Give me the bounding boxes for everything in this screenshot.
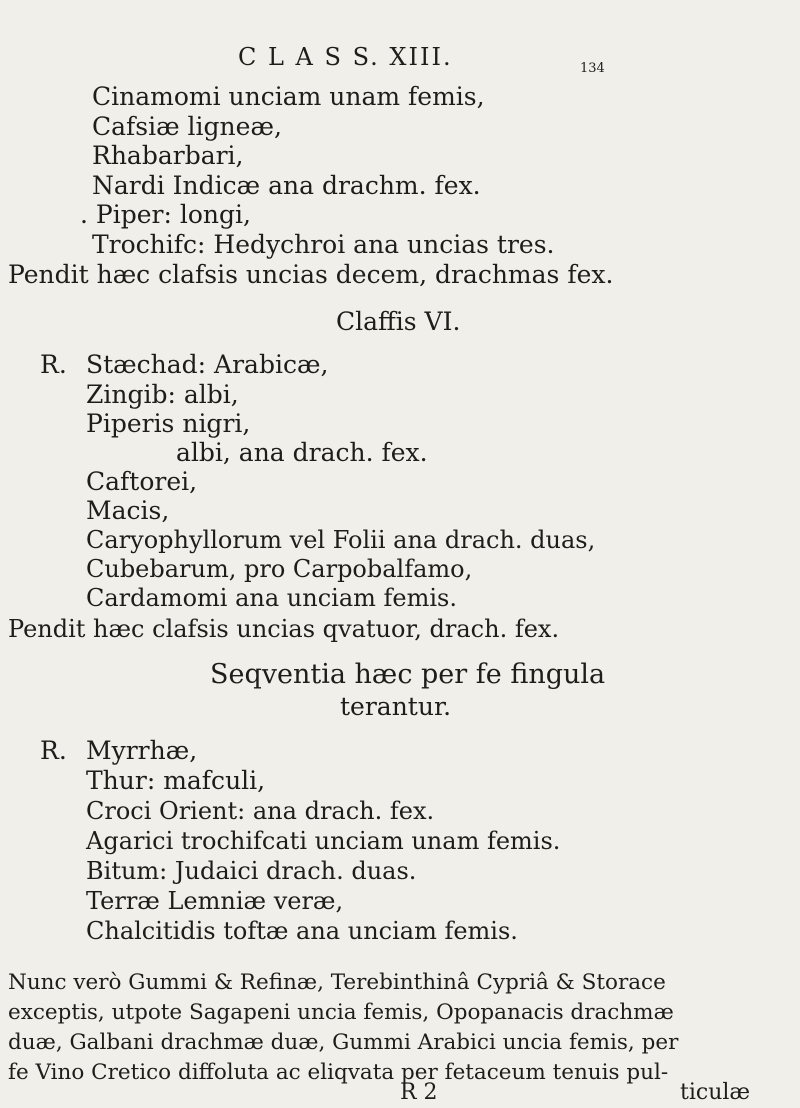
text-line: Cubebarum, pro Carpobalfamo, <box>86 555 473 583</box>
text-line: Cinamomi unciam unam femis, <box>92 82 485 111</box>
text-line: Myrrhæ, <box>86 736 198 765</box>
paragraph-line: exceptis, utpote Sagapeni uncia femis, Opopanacis drachmæ <box>8 1000 674 1025</box>
paragraph-line: Nunc verò Gummi & Refinæ, Terebinthinâ Cypriâ & Storace <box>8 970 666 995</box>
text-line: Caftorei, <box>86 467 198 496</box>
text-line: Bitum: Judaici drach. duas. <box>86 857 417 885</box>
text-line: . Piper: longi, <box>80 200 251 229</box>
running-header: C L A S S. XIII. <box>238 43 453 71</box>
text-line: Zingib: albi, <box>86 380 239 409</box>
paragraph-line: duæ, Galbani drachmæ duæ, Gummi Arabici uncia femis, per <box>8 1030 679 1055</box>
text-line: Terræ Lemniæ veræ, <box>86 887 344 915</box>
text-line: Chalcitidis toftæ ana unciam femis. <box>86 917 518 945</box>
text-line: Caryophyllorum vel Folii ana drach. duas, <box>86 526 596 554</box>
text-line: Stæchad: Arabicæ, <box>86 350 329 379</box>
section-heading-cont: terantur. <box>340 692 452 721</box>
text-line: Thur: mafculi, <box>86 766 266 795</box>
text-line: Cardamomi ana unciam femis. <box>86 584 457 612</box>
text-line: Macis, <box>86 496 170 525</box>
recipe-mark: R. <box>40 736 67 765</box>
signature-mark: R 2 <box>400 1080 438 1105</box>
catchword: ticulæ <box>680 1080 751 1105</box>
recipe-mark: R. <box>40 350 67 379</box>
total-line: Pendit hæc clafsis uncias decem, drachmas fex. <box>8 260 614 289</box>
text-line: Piperis nigri, <box>86 409 251 438</box>
text-line: Rhabarbari, <box>92 141 244 170</box>
section-heading: Seqventia hæc per fe fingula <box>210 659 606 690</box>
text-line: Agarici trochifcati unciam unam femis. <box>86 827 561 855</box>
total-line: Pendit hæc clafsis uncias qvatuor, drach. fex. <box>8 615 560 643</box>
paragraph-line: fe Vino Cretico diffoluta ac eliqvata per fetaceum tenuis pul- <box>8 1060 669 1085</box>
text-line: Trochifc: Hedychroi ana uncias tres. <box>92 230 555 259</box>
text-line: Croci Orient: ana drach. fex. <box>86 797 435 825</box>
text-line: Nardi Indicæ ana drachm. fex. <box>92 171 481 200</box>
page-number: 134 <box>580 61 605 76</box>
text-line: albi, ana drach. fex. <box>176 438 428 467</box>
text-line: Cafsiæ ligneæ, <box>92 112 282 141</box>
section-heading: Claffis VI. <box>336 307 461 336</box>
